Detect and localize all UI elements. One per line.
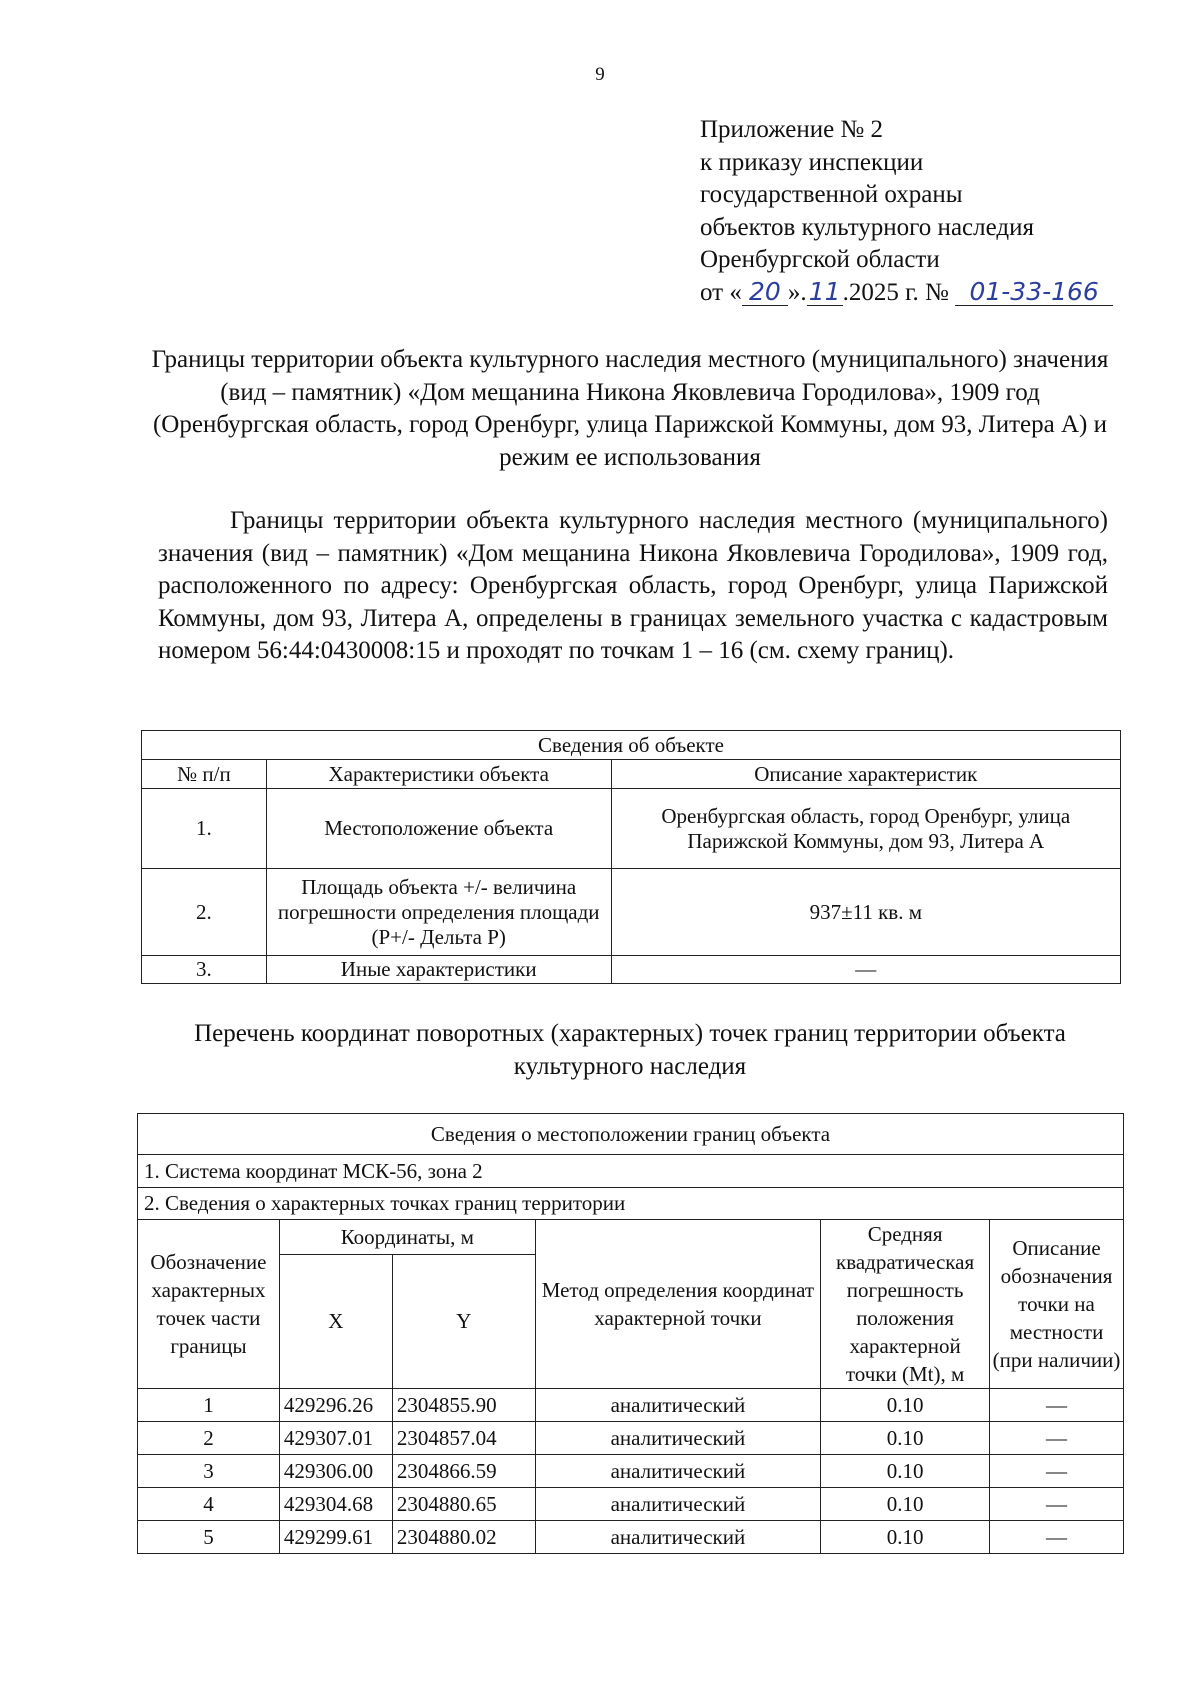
coord-y: 2304866.59 (392, 1455, 535, 1488)
handwritten-day: 20 (742, 279, 788, 306)
description: — (990, 1389, 1124, 1422)
method: аналитический (535, 1455, 820, 1488)
table-row (142, 869, 1121, 956)
characteristic-name: Площадь объекта +/- величина погрешности определения площади (P+/- Дельта P) (266, 869, 611, 956)
method: аналитический (535, 1521, 820, 1554)
description: — (990, 1488, 1124, 1521)
error-value: 0.10 (821, 1422, 990, 1455)
table-row (142, 789, 1121, 869)
coord-y: 2304855.90 (392, 1389, 535, 1422)
object-info-table (141, 730, 1121, 984)
coord-x: 429296.26 (279, 1389, 392, 1422)
table-row (138, 1422, 1124, 1455)
coord-x: 429299.61 (279, 1521, 392, 1554)
appendix-line: Оренбургской области (700, 246, 940, 273)
appendix-line: государственной охраны (700, 181, 963, 208)
date-year: .2025 г. № (842, 278, 949, 306)
table-caption: Сведения о местоположении границ объекта (138, 1114, 1124, 1155)
method: аналитический (535, 1488, 820, 1521)
intro-paragraph: Границы территории объекта культурного наследия местного (муниципального) значения (вид – памятник) «Дом мещанина Никона Яковлевича Городилова», 1909 год, расположенного по адресу: Оренбургская область, город Оренбург, улица Парижской Коммуны, дом 93, Литера А, определены в границах земельного участка с кадастровым номером 56:44:0430008:15 и проходят по точкам 1 – 16 (см. схему границ). (158, 507, 1108, 664)
characteristic-name: Иные характеристики (266, 956, 611, 984)
coord-y: 2304857.04 (392, 1422, 535, 1455)
error-value: 0.10 (821, 1521, 990, 1554)
table-row (138, 1455, 1124, 1488)
handwritten-month: 11 (807, 279, 843, 306)
table-header-row (138, 1220, 1124, 1255)
point-number: 2 (138, 1422, 280, 1455)
column-header: Описание обозначения точки на местности (при наличии) (990, 1220, 1124, 1389)
appendix-line: объектов культурного наследия (700, 213, 1034, 241)
date-prefix: от « (700, 278, 742, 306)
points-section-header: 2. Сведения о характерных точках границ территории (138, 1188, 1124, 1220)
column-header: X (279, 1255, 392, 1389)
table-row (138, 1488, 1124, 1521)
description: — (990, 1521, 1124, 1554)
point-number: 3 (138, 1455, 280, 1488)
coord-x: 429306.00 (279, 1455, 392, 1488)
row-number: 2. (142, 869, 267, 956)
table-row (138, 1521, 1124, 1554)
appendix-line: Приложение № 2 (700, 116, 884, 143)
document-title: Границы территории объекта культурного наследия местного (муниципального) значения (вид – памятник) «Дом мещанина Никона Яковлевича Городилова», 1909 год (Оренбургская область, город Оренбург, улица Парижской Коммуны, дом 93, Литера А) и режим ее использования (151, 346, 1109, 471)
point-number: 1 (138, 1389, 280, 1422)
column-header: Обозначение характерных точек части границы (138, 1220, 280, 1389)
method: аналитический (535, 1422, 820, 1455)
column-header: Средняя квадратическая погрешность положения характерной точки (Mt), м (821, 1220, 990, 1389)
table-row (138, 1389, 1124, 1422)
column-header: Описание характеристик (611, 760, 1120, 789)
characteristic-value: Оренбургская область, город Оренбург, улица Парижской Коммуны, дом 93, Литера А (611, 789, 1120, 869)
coord-y: 2304880.02 (392, 1521, 535, 1554)
characteristic-value: — (611, 956, 1120, 984)
column-header: № п/п (142, 760, 267, 789)
point-number: 5 (138, 1521, 280, 1554)
column-header: Координаты, м (279, 1220, 535, 1255)
description: — (990, 1455, 1124, 1488)
table-header-row (142, 760, 1121, 789)
coord-x: 429304.68 (279, 1488, 392, 1521)
column-header: Y (392, 1255, 535, 1389)
method: аналитический (535, 1389, 820, 1422)
appendix-date-line (700, 277, 1170, 310)
point-number: 4 (138, 1488, 280, 1521)
description: — (990, 1422, 1124, 1455)
page-number: 9 (595, 64, 605, 85)
column-header: Метод определения координат характерной точки (535, 1220, 820, 1389)
error-value: 0.10 (821, 1455, 990, 1488)
coordinates-section-title: Перечень координат поворотных (характерных) точек границ территории объекта культурного наследия (194, 1020, 1066, 1080)
row-number: 3. (142, 956, 267, 984)
row-number: 1. (142, 789, 267, 869)
characteristic-name: Местоположение объекта (266, 789, 611, 869)
handwritten-order-number: 01-33-166 (955, 279, 1113, 306)
table-row (142, 956, 1121, 984)
coordinate-system: 1. Система координат МСК-56, зона 2 (138, 1155, 1124, 1188)
characteristic-value: 937±11 кв. м (611, 869, 1120, 956)
appendix-header (700, 114, 1170, 309)
appendix-line: к приказу инспекции (700, 148, 924, 176)
date-separator: ». (787, 278, 807, 306)
coordinates-table (137, 1113, 1124, 1554)
error-value: 0.10 (821, 1488, 990, 1521)
column-header: Характеристики объекта (266, 760, 611, 789)
table-caption: Сведения об объекте (142, 731, 1121, 760)
coord-y: 2304880.65 (392, 1488, 535, 1521)
error-value: 0.10 (821, 1389, 990, 1422)
coord-x: 429307.01 (279, 1422, 392, 1455)
